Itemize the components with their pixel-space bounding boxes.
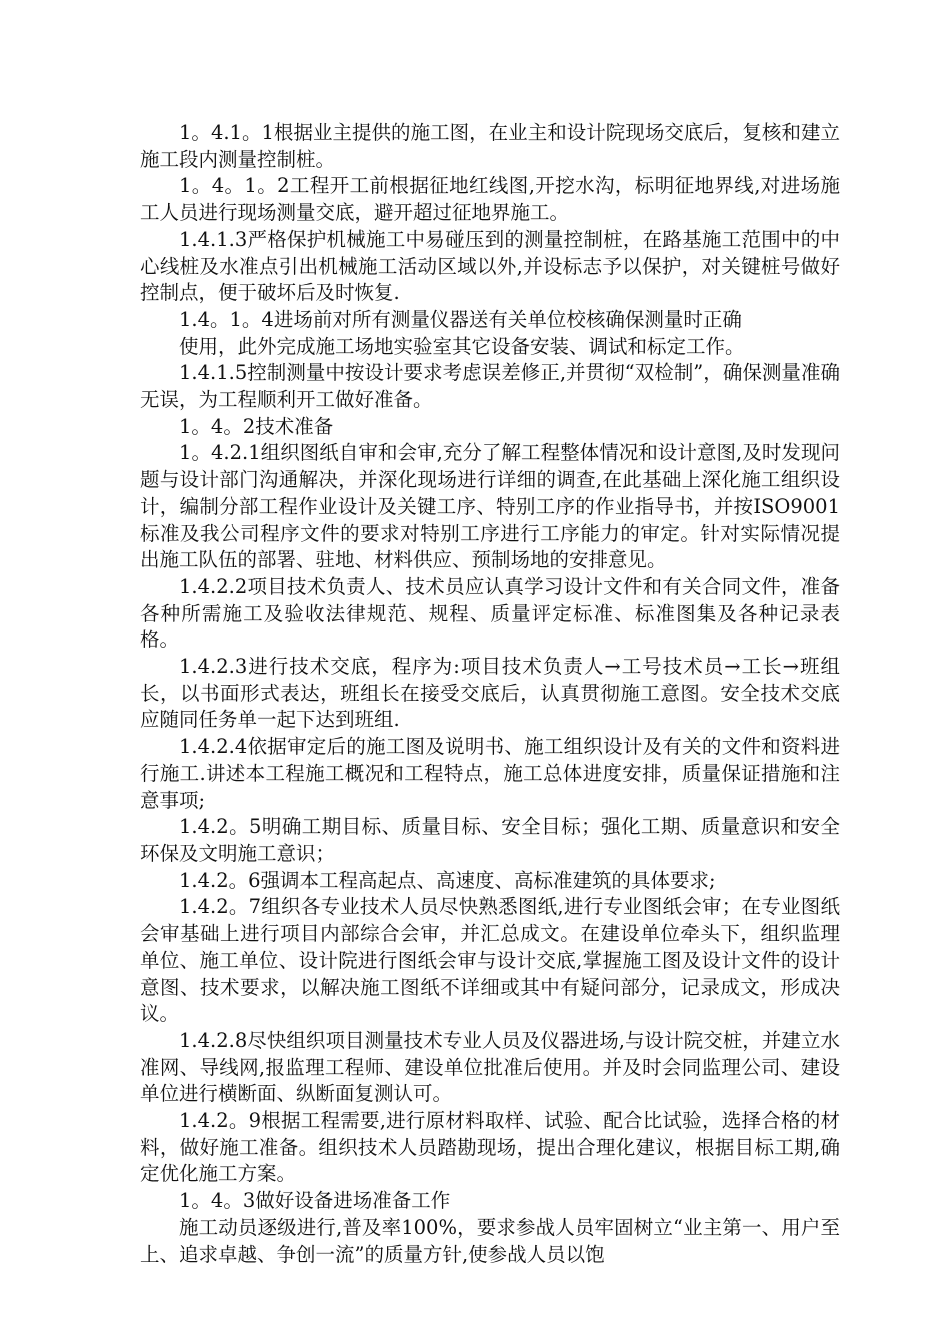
paragraph-1-4-2-2: 1.4.2.2项目技术负责人、技术员应认真学习设计文件和有关合同文件，准备各种所需施工及验收法律规范、规程、质量评定标准、标准图集及各种记录表格。 xyxy=(140,574,840,652)
paragraph-1-4-1-1: 1。4.1。1根据业主提供的施工图，在业主和设计院现场交底后，复核和建立施工段内测量控制桩。 xyxy=(140,121,840,171)
paragraph-1-4-1-3: 1.4.1.3严格保护机械施工中易碰压到的测量控制桩，在路基施工范围中的中心线桩及水准点引出机械施工活动区域以外,并设标志予以保护，对关键桩号做好控制点，便于破坏后及时恢复. xyxy=(140,227,840,305)
section-heading-equipment-preparation: 1。4。3做好设备进场准备工作 xyxy=(179,1189,451,1213)
paragraph-1-4-2-5: 1.4.2。5明确工期目标、质量目标、安全目标；强化工期、质量意识和安全环保及文明施工意识； xyxy=(140,815,840,865)
paragraph-1-4-2-9: 1.4.2。9根据工程需要,进行原材料取样、试验、配合比试验，选择合格的材料，做好施工准备。组织技术人员踏勘现场，提出合理化建议，根据目标工期,确定优化施工方案。 xyxy=(140,1109,840,1186)
paragraph-1-4-1-4: 1.4。1。4进场前对所有测量仪器送有关单位校核确保测量时正确 xyxy=(179,307,742,331)
paragraph-1-4-2-6: 1.4.2。6强调本工程高起点、高速度、高标准建筑的具体要求; xyxy=(179,868,716,892)
section-heading-technical-preparation: 1。4。2技术准备 xyxy=(179,414,334,438)
paragraph-1-4-2-3: 1.4.2.3进行技术交底，程序为:项目技术负责人→工号技术员→工长→班组长，以书面形式表达，班组长在接受交底后，认真贯彻施工意图。安全技术交底应随同任务单一起下达到班组. xyxy=(140,655,840,732)
paragraph-mobilization: 施工动员逐级进行,普及率100%，要求参战人员牢固树立“业主第一、用户至上、追求卓越、争创一流”的质量方针,使参战人员以饱 xyxy=(140,1215,840,1266)
paragraph-1-4-2-8: 1.4.2.8尽快组织项目测量技术专业人员及仪器进场,与设计院交桩，并建立水准网、导线网,报监理工程师、建设单位批准后使用。并及时会同监理公司、建设单位进行横断面、纵断面复测认可。 xyxy=(140,1028,840,1106)
paragraph-1-4-1-5: 1.4.1.5控制测量中按设计要求考虑误差修正,并贯彻“双检制”，确保测量准确无误，为工程顺利开工做好准备。 xyxy=(140,361,840,412)
paragraph-1-4-1-2: 1。4。1。2工程开工前根据征地红线图,开挖水沟，标明征地界线,对进场施工人员进行现场测量交底，避开超过征地界施工。 xyxy=(140,174,840,225)
paragraph-1-4-2-1: 1。4.2.1组织图纸自审和会审,充分了解工程整体情况和设计意图,及时发现问题与设计部门沟通解决，并深化现场进行详细的调查,在此基础上深化施工组织设计，编制分部工程作业设计及关键工序、特别工序的作业指导书，并按ISO9001标准及我公司程序文件的要求对特别工序进行工序能力的审定。针对实际情况提出施工队伍的部署、驻地、材料供应、预制场地的安排意见。 xyxy=(140,441,840,572)
paragraph-1-4-1-4-continued: 使用，此外完成施工场地实验室其它设备安装、调试和标定工作。 xyxy=(179,334,745,358)
paragraph-1-4-2-4: 1.4.2.4依据审定后的施工图及说明书、施工组织设计及有关的文件和资料进行施工.讲述本工程施工概况和工程特点，施工总体进度安排，质量保证措施和注意事项; xyxy=(140,735,840,812)
paragraph-1-4-2-7: 1.4.2。7组织各专业技术人员尽快熟悉图纸,进行专业图纸会审；在专业图纸会审基础上进行项目内部综合会审，并汇总成文。在建设单位牵头下，组织监理单位、施工单位、设计院进行图纸会审与设计交底,掌握施工图及设计文件的设计意图、技术要求，以解决施工图纸不详细或其中有疑问部分，记录成文，形成决议。 xyxy=(140,895,840,1026)
document-body xyxy=(140,120,840,1268)
